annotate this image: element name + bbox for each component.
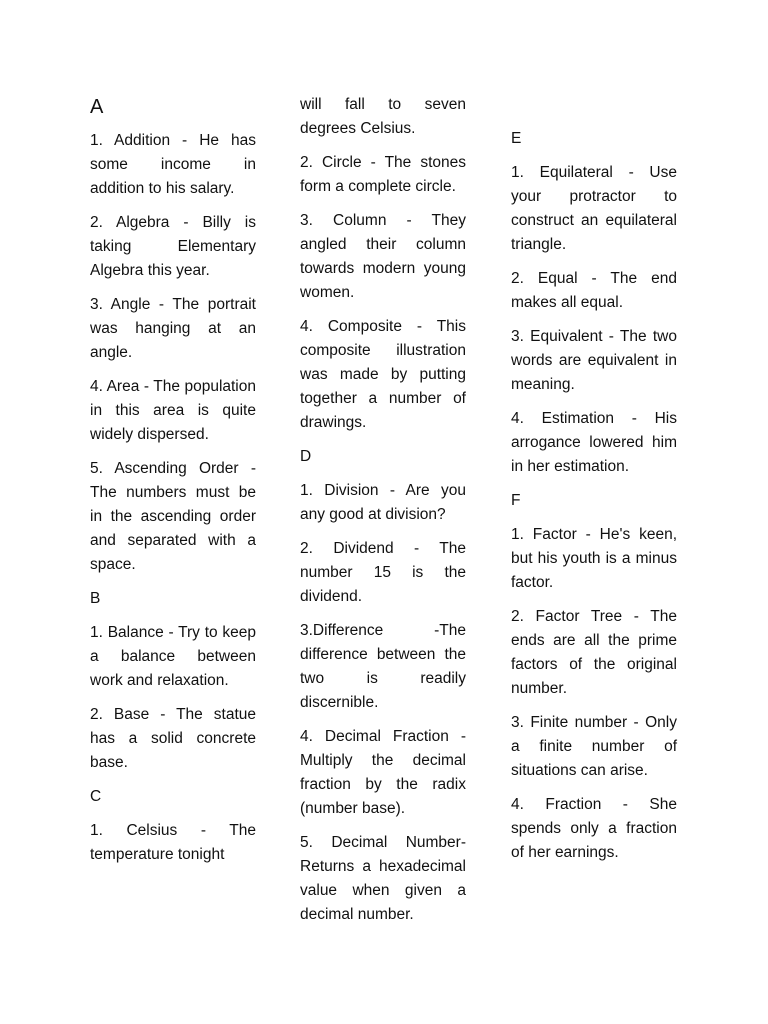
text-column-2 [300,93,466,937]
term-equal: 2. Equal - The end makes all equal. [511,270,677,311]
term-division: 1. Division - Are you any good at division? [300,482,466,523]
term-column: 3. Column - They angled their column towards modern young women. [300,212,466,301]
term-finite-number: 3. Finite number - Only a finite number of situations can arise. [511,714,677,779]
term-equivalent: 3. Equivalent - The two words are equivalent in meaning. [511,328,677,393]
text-column-1 [90,93,256,877]
section-heading-d: D [300,448,312,465]
term-dividend: 2. Dividend - The number 15 is the dividend. [300,540,466,605]
term-factor-tree: 2. Factor Tree - The ends are all the prime factors of the original number. [511,608,677,697]
term-algebra: 2. Algebra - Billy is taking Elementary Algebra this year. [90,214,256,279]
term-decimal-fraction: 4. Decimal Fraction - Multiply the decimal fraction by the radix (number base). [300,728,466,817]
term-area: 4. Area - The population in this area is quite widely dispersed. [90,378,256,443]
term-estimation: 4. Estimation - His arrogance lowered him in her estimation. [511,410,677,475]
section-heading-f: F [511,492,521,509]
term-equilateral: 1. Equilateral - Use your protractor to construct an equilateral triangle. [511,164,677,253]
text-column-3 [511,127,677,875]
term-ascending-order: 5. Ascending Order - The numbers must be in the ascending order and separated with a space. [90,460,256,573]
term-circle: 2. Circle - The stones form a complete circle. [300,154,466,195]
section-heading-b: B [90,590,101,607]
term-fraction: 4. Fraction - She spends only a fraction of her earnings. [511,796,677,861]
term-balance: 1. Balance - Try to keep a balance between work and relaxation. [90,624,256,689]
term-difference: 3.Difference -The difference between the two is readily discernible. [300,622,466,711]
term-decimal-number: 5. Decimal Number- Returns a hexadecimal value when given a decimal number. [300,834,466,923]
term-composite: 4. Composite - This composite illustration was made by putting together a number of drawings. [300,318,466,431]
term-celsius-continued: will fall to seven degrees Celsius. [300,96,466,137]
term-celsius-start: 1. Celsius - The temperature tonight [90,822,256,863]
section-heading-e: E [511,130,522,147]
term-angle: 3. Angle - The portrait was hanging at an angle. [90,296,256,361]
term-addition: 1. Addition - He has some income in addition to his salary. [90,132,256,197]
term-base: 2. Base - The statue has a solid concrete base. [90,706,256,771]
term-factor: 1. Factor - He's keen, but his youth is a minus factor. [511,526,677,591]
section-heading-c: C [90,788,102,805]
section-heading-a: A [90,96,104,118]
